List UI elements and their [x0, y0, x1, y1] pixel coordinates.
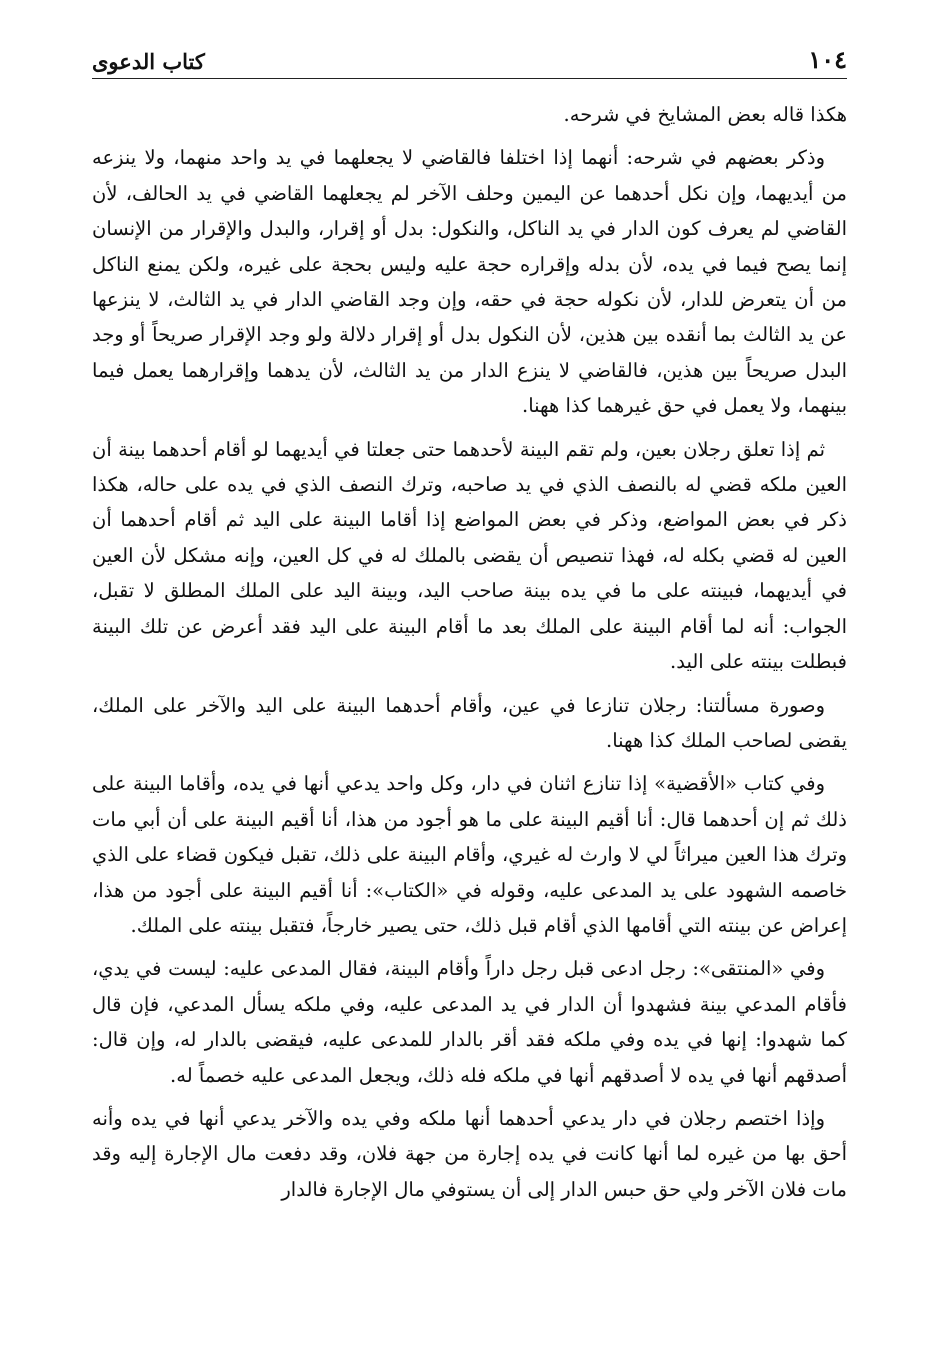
book-title: كتاب الدعوى: [92, 49, 205, 74]
paragraph: هكذا قاله بعض المشايخ في شرحه.: [563, 103, 847, 126]
book-page: [92, 32, 847, 1343]
page-number: ١٠٤: [808, 45, 847, 74]
paragraph: وصورة مسألتنا: رجلان تنازعا في عين، وأقام أحدهما البينة على اليد والآخر على الملك، يقضى لصاحب الملك كذا ههنا.: [92, 693, 847, 752]
running-header: [92, 32, 847, 79]
paragraph: وذكر بعضهم في شرحه: أنهما إذا اختلفا فالقاضي لا يجعلهما في يد واحد منهما، ولا ينزعه من أيديهما، وإن نكل أحدهما عن اليمين وحلف الآخر لم يجعلهما القاضي في يد الحالف، لأن القاضي لم يعرف كون الدار في يد الناكل، والنكول: بدل أو إقرار، والبدل والإقرار من الإنسان إنما يصح فيما في يده، لأن بدله وإقراره حجة عليه وليس بحجة على غيره، ولكن يمنع الناكل من أن يتعرض للدار، لأن نكوله حجة في حقه، وإن وجد القاضي الدار في يد الثالث، لا ينزعها عن يد الثالث بما أنقده بين هذين، لأن النكول بدل أو إقرار دلالة ولو وجد الإقرار صريحاً أو وجد البدل صريحاً بين هذين، فالقاضي لا ينزع الدار من يد الثالث، لأن يدهما وإقرارهما يعمل فيما بينهما، ولا يعمل في حق غيرهما كذا ههنا.: [92, 146, 847, 418]
paragraph: وفي «المنتقى»: رجل ادعى قبل رجل داراً وأقام البينة، فقال المدعى عليه: ليست في يدي، فأقام المدعي بينة فشهدوا أن الدار في يد المدعى عليه، وفي ملكه يسأل المدعي، فإن قال كما شهدوا: إنها في يده وفي ملكه فقد أقر بالدار للمدعى عليه، فيقضى بالدار له، وإن قال: أصدقهم أنها في يده لا أصدقهم أنها في ملكه فله ذلك، ويجعل المدعى عليه خصماً له.: [92, 957, 847, 1087]
paragraph: ثم إذا تعلق رجلان بعين، ولم تقم البينة لأحدهما حتى جعلتا في أيديهما لو أقام أحدهما بينة أن العين ملكه قضي له بالنصف الذي في يد صاحبه، وترك النصف الذي في يده على حاله، هكذا ذكر في بعض المواضع، وذكر في بعض المواضع إذا أقاما البينة على اليد ثم أقام أحدهما أن العين له قضي بكله له، فهذا تنصيص أن يقضى بالملك له في كل العين، وإنه مشكل لأن العين في أيديهما، فبينته على ما في يده بينة صاحب اليد، وبينة اليد على الملك المطلق لا تقبل، الجواب: أنه لما أقام البينة على الملك بعد ما أقام البينة على اليد فقد أعرض عن تلك البينة فبطلت بينته على اليد.: [92, 437, 847, 674]
body-text: [92, 97, 847, 1207]
paragraph: وفي كتاب «الأقضية» إذا تنازع اثنان في دار، وكل واحد يدعي أنها في يده، وأقاما البينة على ذلك ثم إن أحدهما قال: أنا أقيم البينة على ما هو أجود من هذا، أنا أقيم البينة على أن أبي مات وترك هذا العين ميراثاً لي لا وارث له غيري، وأقام البينة على ذلك، تقبل فيكون قضاء على الذي خاصمه الشهود على يد المدعى عليه، وقوله في «الكتاب»: أنا أقيم البينة على أجود من هذا، إعراض عن بينته التي أقامها الذي أقام قبل ذلك، حتى يصير خارجاً، فتقبل بينته على الملك.: [92, 772, 847, 937]
paragraph: وإذا اختصم رجلان في دار يدعي أحدهما أنها ملكه وفي يده والآخر يدعي أنها في يده وأنه أحق بها من غيره لما أنها كانت في يده إجارة من جهة فلان، وقد دفعت مال الإجارة إليه وقد مات فلان الآخر ولي حق حبس الدار إلى أن يستوفي مال الإجارة فالدار: [92, 1106, 847, 1201]
